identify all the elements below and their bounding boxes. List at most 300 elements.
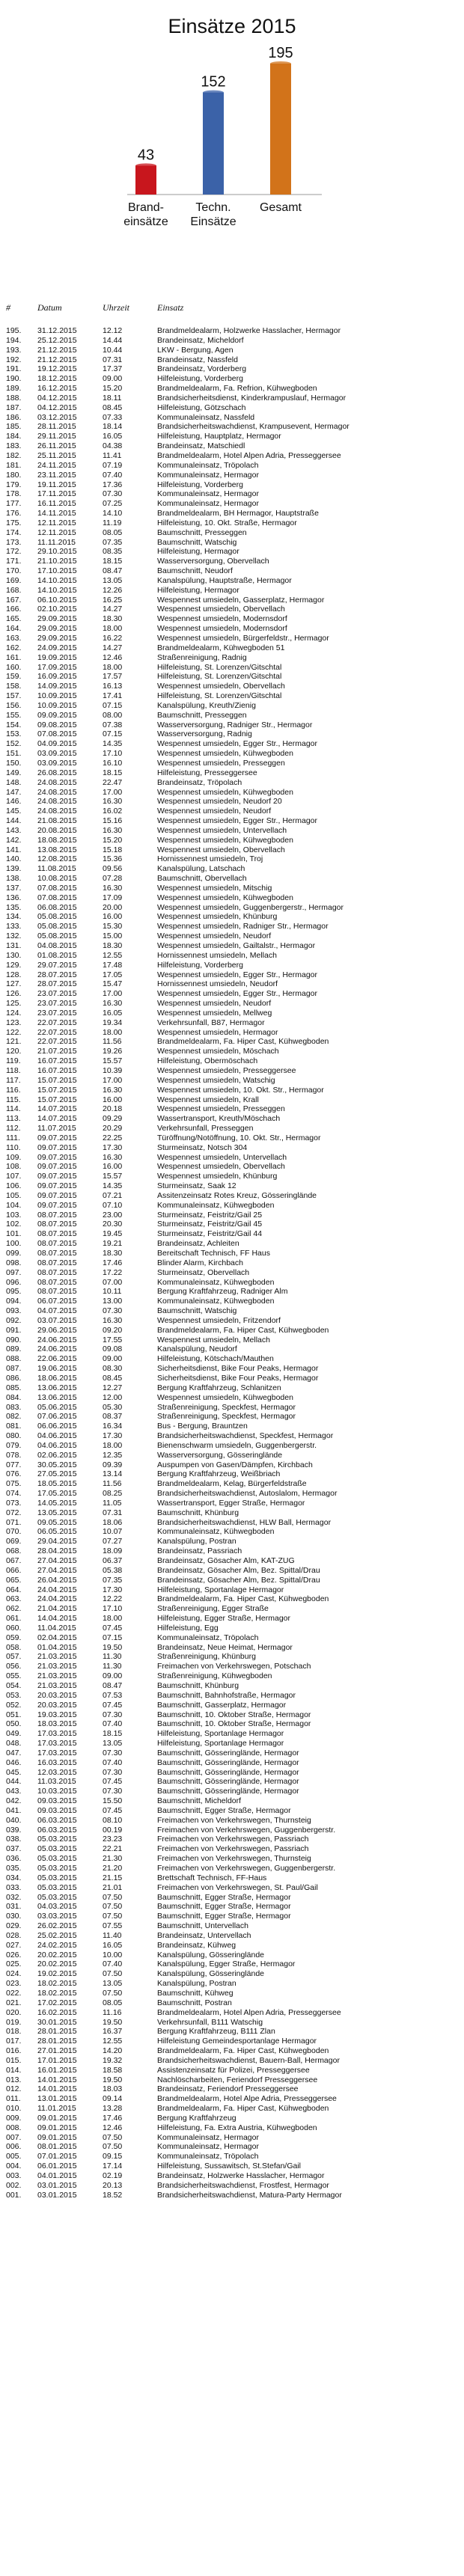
row-number: 057. bbox=[6, 1652, 22, 1662]
row-time: 19.50 bbox=[103, 2017, 123, 2027]
row-time: 18.06 bbox=[103, 1517, 123, 1527]
row-description: Wespennest umsiedeln, Khünburg bbox=[157, 912, 278, 922]
row-date: 17.03.2015 bbox=[37, 1748, 77, 1757]
row-time: 17.10 bbox=[103, 1604, 123, 1614]
list-item bbox=[0, 2008, 464, 2018]
row-description: Baumschnitt, Watschig bbox=[157, 1306, 237, 1316]
row-description: Brandeinsatz, Vorderberg bbox=[157, 364, 247, 374]
list-item bbox=[0, 951, 464, 961]
row-description: Hornissennest umsiedeln, Neudorf bbox=[157, 979, 278, 989]
row-number: 169. bbox=[6, 575, 22, 585]
row-number: 093. bbox=[6, 1306, 22, 1316]
list-item bbox=[0, 1719, 464, 1729]
list-item bbox=[0, 2037, 464, 2046]
row-number: 004. bbox=[6, 2162, 22, 2171]
row-date: 18.12.2015 bbox=[37, 374, 77, 384]
row-time: 18.00 bbox=[103, 662, 123, 672]
row-time: 15.00 bbox=[103, 931, 123, 941]
row-number: 167. bbox=[6, 595, 22, 605]
row-number: 094. bbox=[6, 1297, 22, 1306]
row-time: 18.00 bbox=[103, 1614, 123, 1624]
row-time: 12.00 bbox=[103, 1392, 123, 1402]
row-number: 017. bbox=[6, 2037, 22, 2046]
row-time: 20.18 bbox=[103, 1104, 123, 1114]
row-date: 02.04.2015 bbox=[37, 1633, 77, 1642]
list-item bbox=[0, 1931, 464, 1941]
row-description: Wassertransport, Kreuth/Möschach bbox=[157, 1114, 281, 1124]
row-description: Brandeinsatz, Gösacher Alm, KAT-ZUG bbox=[157, 1556, 295, 1565]
list-item bbox=[0, 788, 464, 798]
row-date: 16.03.2015 bbox=[37, 1757, 77, 1767]
row-time: 07.50 bbox=[103, 1892, 123, 1902]
row-description: Baumschnitt, Egger Straße, Hermagor bbox=[157, 1902, 291, 1912]
row-date: 13.06.2015 bbox=[37, 1392, 77, 1402]
row-description: Wespennest umsiedeln, Radniger Str., Hermagor bbox=[157, 922, 329, 931]
row-number: 156. bbox=[6, 700, 22, 710]
list-item bbox=[0, 384, 464, 394]
row-description: Kanalspülung, Latschach bbox=[157, 864, 245, 874]
row-date: 21.08.2015 bbox=[37, 816, 77, 826]
row-description: Kanalspülung, Hauptstraße, Hermagor bbox=[157, 575, 292, 585]
row-description: Hilfeleistung, Hauptplatz, Hermagor bbox=[157, 432, 281, 441]
row-description: Baumschnitt, Gösseringlände, Hermagor bbox=[157, 1787, 299, 1796]
row-date: 29.04.2015 bbox=[37, 1537, 77, 1546]
row-time: 07.55 bbox=[103, 1921, 123, 1931]
row-description: Hilfeleistung, Vorderberg bbox=[157, 480, 243, 489]
row-time: 07.30 bbox=[103, 1767, 123, 1777]
list-item bbox=[0, 1729, 464, 1739]
row-date: 05.06.2015 bbox=[37, 1402, 77, 1412]
row-time: 16.00 bbox=[103, 1162, 123, 1172]
row-number: 032. bbox=[6, 1892, 22, 1902]
row-time: 11.30 bbox=[103, 1652, 122, 1662]
row-time: 18.15 bbox=[103, 1729, 123, 1739]
row-date: 27.04.2015 bbox=[37, 1556, 77, 1565]
row-date: 11.11.2015 bbox=[37, 537, 76, 547]
row-time: 02.19 bbox=[103, 2171, 123, 2180]
row-number: 087. bbox=[6, 1364, 22, 1374]
row-time: 15.47 bbox=[103, 979, 123, 989]
list-item bbox=[0, 326, 464, 336]
row-description: Hilfeleistung, Vorderberg bbox=[157, 374, 243, 384]
row-number: 107. bbox=[6, 1172, 22, 1181]
row-time: 13.28 bbox=[103, 2104, 123, 2114]
row-date: 14.04.2015 bbox=[37, 1614, 77, 1624]
list-item bbox=[0, 1921, 464, 1931]
list-item bbox=[0, 1643, 464, 1653]
row-number: 131. bbox=[6, 941, 22, 950]
row-time: 18.30 bbox=[103, 941, 123, 950]
row-number: 178. bbox=[6, 489, 22, 499]
row-time: 09.00 bbox=[103, 1354, 123, 1364]
row-number: 019. bbox=[6, 2017, 22, 2027]
list-item bbox=[0, 941, 464, 951]
list-item bbox=[0, 893, 464, 903]
list-item bbox=[0, 566, 464, 576]
row-description: Brandeinsatz, Tröpolach bbox=[157, 777, 242, 787]
list-item bbox=[0, 1460, 464, 1470]
row-date: 17.10.2015 bbox=[37, 566, 77, 576]
list-item bbox=[0, 1681, 464, 1691]
row-date: 11.07.2015 bbox=[37, 1124, 76, 1133]
row-date: 09.08.2015 bbox=[37, 720, 77, 729]
data-label-1: 152 bbox=[201, 73, 226, 91]
row-date: 20.08.2015 bbox=[37, 825, 77, 835]
list-item bbox=[0, 1018, 464, 1028]
row-date: 07.08.2015 bbox=[37, 729, 77, 739]
row-description: Brandeinsatz, Untervellach bbox=[157, 1930, 251, 1940]
row-time: 17.36 bbox=[103, 480, 123, 489]
row-number: 106. bbox=[6, 1181, 22, 1191]
list-item bbox=[0, 509, 464, 518]
row-time: 11.40 bbox=[103, 1930, 122, 1940]
row-description: Brandsicherheitswachdienst, Speckfest, Hermagor bbox=[157, 1431, 334, 1441]
row-description: Brandmeldealarm, Fa. Hiper Cast, Kühwegboden bbox=[157, 1325, 329, 1335]
row-date: 02.06.2015 bbox=[37, 1450, 77, 1460]
row-date: 18.02.2015 bbox=[37, 1979, 77, 1989]
row-number: 021. bbox=[6, 1998, 22, 2007]
row-number: 029. bbox=[6, 1921, 22, 1931]
row-time: 16.13 bbox=[103, 682, 123, 691]
row-number: 033. bbox=[6, 1882, 22, 1892]
list-item bbox=[0, 1758, 464, 1768]
row-description: Baumschnitt, Neudorf bbox=[157, 566, 233, 576]
row-number: 189. bbox=[6, 384, 22, 394]
row-description: Hilfeleistung, Egg bbox=[157, 1623, 219, 1633]
list-item bbox=[0, 1816, 464, 1826]
row-date: 01.04.2015 bbox=[37, 1642, 77, 1652]
row-number: 082. bbox=[6, 1412, 22, 1422]
row-time: 20.30 bbox=[103, 1220, 123, 1229]
row-time: 07.45 bbox=[103, 1805, 123, 1815]
row-number: 058. bbox=[6, 1642, 22, 1652]
row-number: 011. bbox=[6, 2094, 21, 2104]
row-description: Kanalspülung, Postran bbox=[157, 1979, 236, 1989]
row-description: Kanalspülung, Postran bbox=[157, 1537, 236, 1546]
row-time: 16.05 bbox=[103, 1940, 123, 1950]
row-description: Baumschnitt, Presseggen bbox=[157, 527, 247, 537]
row-description: Baumschnitt, 10. Oktober Straße, Hermagor bbox=[157, 1719, 311, 1729]
row-description: Wespennest umsiedeln, Möschach bbox=[157, 1047, 279, 1056]
row-description: Wespennest umsiedeln, Bürgerfeldstr., Hermagor bbox=[157, 634, 329, 643]
row-number: 063. bbox=[6, 1594, 22, 1604]
row-number: 092. bbox=[6, 1315, 22, 1325]
list-item bbox=[0, 1422, 464, 1431]
row-number: 012. bbox=[6, 2084, 22, 2094]
list-item bbox=[0, 2191, 464, 2200]
row-time: 07.53 bbox=[103, 1690, 123, 1700]
row-time: 17.30 bbox=[103, 1585, 123, 1594]
row-time: 07.31 bbox=[103, 1508, 123, 1517]
row-description: Brandsicherheitswachdienst, Frostfest, Hermagor bbox=[157, 2180, 329, 2190]
row-description: Brandmeldealarm, Fa. Refrion, Kühwegboden bbox=[157, 384, 317, 394]
row-description: Baumschnitt, Gösseringlände, Hermagor bbox=[157, 1757, 299, 1767]
row-description: Bergung Kraftfahrzeug, B111 Zlan bbox=[157, 2027, 275, 2037]
row-date: 28.01.2015 bbox=[37, 2037, 77, 2046]
list-header bbox=[0, 302, 464, 314]
row-time: 08.35 bbox=[103, 547, 123, 557]
row-date: 21.03.2015 bbox=[37, 1680, 77, 1690]
row-number: 055. bbox=[6, 1671, 22, 1681]
list-item bbox=[0, 489, 464, 499]
row-description: Freimachen von Verkehrswegen, Passriach bbox=[157, 1844, 309, 1854]
list-item bbox=[0, 768, 464, 778]
row-date: 10.09.2015 bbox=[37, 691, 77, 701]
row-time: 12.22 bbox=[103, 1594, 123, 1604]
row-number: 027. bbox=[6, 1940, 22, 1950]
row-number: 023. bbox=[6, 1979, 22, 1989]
row-number: 046. bbox=[6, 1757, 22, 1767]
row-date: 09.07.2015 bbox=[37, 1152, 77, 1162]
list-item bbox=[0, 1153, 464, 1163]
row-date: 24.11.2015 bbox=[37, 460, 76, 470]
row-number: 123. bbox=[6, 1018, 22, 1027]
row-date: 16.01.2015 bbox=[37, 2065, 77, 2075]
row-time: 14.44 bbox=[103, 335, 123, 345]
row-number: 048. bbox=[6, 1739, 22, 1749]
row-time: 18.00 bbox=[103, 1027, 123, 1037]
row-description: Sicherheitsdienst, Bike Four Peaks, Hermagor bbox=[157, 1364, 319, 1374]
row-date: 08.07.2015 bbox=[37, 1229, 77, 1239]
row-description: Sturmeinsatz, Notsch 304 bbox=[157, 1142, 248, 1152]
row-number: 155. bbox=[6, 710, 22, 720]
row-number: 054. bbox=[6, 1680, 22, 1690]
row-time: 17.00 bbox=[103, 989, 123, 999]
row-number: 105. bbox=[6, 1190, 22, 1200]
row-time: 07.40 bbox=[103, 1757, 123, 1767]
row-description: Wespennest umsiedeln, Presseggen bbox=[157, 1104, 285, 1114]
list-item bbox=[0, 1393, 464, 1403]
row-number: 186. bbox=[6, 412, 22, 422]
row-description: Baumschnitt, Gösseringlände, Hermagor bbox=[157, 1777, 299, 1787]
row-time: 22.47 bbox=[103, 777, 123, 787]
row-description: Hilfeleistung, 10. Okt. Straße, Hermagor bbox=[157, 518, 297, 527]
row-description: Kommunaleinsatz, Kühwegboden bbox=[157, 1527, 275, 1537]
row-date: 21.10.2015 bbox=[37, 557, 77, 566]
row-date: 19.03.2015 bbox=[37, 1710, 77, 1719]
row-date: 23.11.2015 bbox=[37, 470, 76, 480]
row-time: 15.30 bbox=[103, 922, 123, 931]
row-date: 04.06.2015 bbox=[37, 1431, 77, 1441]
row-description: Brandmeldealarm, Kelag, Bürgerfeldstraße bbox=[157, 1479, 307, 1489]
row-number: 044. bbox=[6, 1777, 22, 1787]
row-number: 043. bbox=[6, 1787, 22, 1796]
row-number: 025. bbox=[6, 1959, 22, 1969]
row-description: Wespennest umsiedeln, Modernsdorf bbox=[157, 614, 287, 624]
row-number: 133. bbox=[6, 922, 22, 931]
row-date: 19.09.2015 bbox=[37, 652, 77, 662]
row-time: 07.30 bbox=[103, 1748, 123, 1757]
row-time: 07.45 bbox=[103, 1623, 123, 1633]
list-item bbox=[0, 1576, 464, 1585]
row-description: Brandmeldealarm, Hotel Alpen Adria, Presseggersee bbox=[157, 2007, 341, 2017]
list-item bbox=[0, 1594, 464, 1604]
row-number: 149. bbox=[6, 768, 22, 777]
row-number: 146. bbox=[6, 797, 22, 807]
row-number: 020. bbox=[6, 2007, 22, 2017]
row-date: 16.11.2015 bbox=[37, 499, 76, 509]
row-description: Wasserversorgung, Radnig bbox=[157, 729, 252, 739]
row-description: Brandsicherheitswachdienst, Autoslalom, Hermagor bbox=[157, 1489, 338, 1499]
row-time: 09.15 bbox=[103, 2152, 123, 2162]
row-date: 23.07.2015 bbox=[37, 999, 77, 1009]
row-time: 16.22 bbox=[103, 634, 123, 643]
row-date: 24.06.2015 bbox=[37, 1335, 77, 1344]
list-item bbox=[0, 2084, 464, 2094]
row-date: 16.09.2015 bbox=[37, 672, 77, 682]
row-date: 17.02.2015 bbox=[37, 1998, 77, 2007]
mission-list bbox=[0, 326, 464, 2200]
row-date: 14.07.2015 bbox=[37, 1104, 77, 1114]
list-item bbox=[0, 576, 464, 586]
row-number: 124. bbox=[6, 1008, 22, 1018]
list-item bbox=[0, 729, 464, 739]
row-description: Kanalspülung, Egger Straße, Hermagor bbox=[157, 1959, 296, 1969]
row-description: Wespennest umsiedeln, Untervellach bbox=[157, 825, 287, 835]
row-date: 22.07.2015 bbox=[37, 1018, 77, 1027]
list-item bbox=[0, 2142, 464, 2152]
row-time: 09.20 bbox=[103, 1325, 123, 1335]
list-item bbox=[0, 1239, 464, 1249]
row-time: 23.23 bbox=[103, 1835, 123, 1844]
row-time: 16.30 bbox=[103, 1152, 123, 1162]
row-description: Kommunaleinsatz, Kühwegboden bbox=[157, 1277, 275, 1287]
row-time: 15.57 bbox=[103, 1056, 123, 1066]
row-number: 028. bbox=[6, 1930, 22, 1940]
row-description: Kommunaleinsatz, Tröpolach bbox=[157, 2152, 259, 2162]
row-time: 07.45 bbox=[103, 1777, 123, 1787]
row-time: 22.21 bbox=[103, 1844, 123, 1854]
list-item bbox=[0, 1499, 464, 1508]
row-description: Brandeinsatz, Nassfeld bbox=[157, 355, 238, 364]
row-number: 135. bbox=[6, 902, 22, 912]
row-number: 034. bbox=[6, 1873, 22, 1882]
row-number: 101. bbox=[6, 1229, 22, 1239]
row-date: 10.08.2015 bbox=[37, 874, 77, 884]
row-date: 29.09.2015 bbox=[37, 624, 77, 634]
list-item bbox=[0, 471, 464, 480]
row-description: Brandeinsatz, Gösacher Alm, Bez. Spittal/Drau bbox=[157, 1575, 320, 1585]
row-date: 06.03.2015 bbox=[37, 1815, 77, 1825]
row-description: Wespennest umsiedeln, Kühwegboden bbox=[157, 893, 293, 902]
row-date: 05.03.2015 bbox=[37, 1892, 77, 1902]
row-date: 06.08.2015 bbox=[37, 902, 77, 912]
row-number: 126. bbox=[6, 989, 22, 999]
row-number: 041. bbox=[6, 1805, 22, 1815]
row-time: 07.27 bbox=[103, 1537, 123, 1546]
list-item bbox=[0, 1633, 464, 1643]
row-description: Wespennest umsiedeln, Mitschig bbox=[157, 883, 272, 893]
row-date: 09.01.2015 bbox=[37, 2113, 77, 2123]
row-description: Wespennest umsiedeln, Obervellach bbox=[157, 682, 285, 691]
row-number: 083. bbox=[6, 1402, 22, 1412]
row-number: 145. bbox=[6, 807, 22, 816]
row-number: 190. bbox=[6, 374, 22, 384]
list-item bbox=[0, 836, 464, 845]
list-item bbox=[0, 1086, 464, 1095]
row-description: Sturmeinsatz, Saak 12 bbox=[157, 1181, 236, 1191]
row-date: 17.03.2015 bbox=[37, 1729, 77, 1739]
row-description: Wespennest umsiedeln, Watschig bbox=[157, 1075, 275, 1085]
row-time: 10.07 bbox=[103, 1527, 123, 1537]
row-time: 12.27 bbox=[103, 1383, 123, 1392]
list-item bbox=[0, 1344, 464, 1354]
header-number: # bbox=[6, 302, 10, 313]
row-date: 14.10.2015 bbox=[37, 585, 77, 595]
list-item bbox=[0, 1662, 464, 1671]
row-number: 009. bbox=[6, 2113, 22, 2123]
list-item bbox=[0, 1518, 464, 1528]
row-number: 024. bbox=[6, 1969, 22, 1979]
bar-2 bbox=[270, 64, 291, 195]
list-item bbox=[0, 1047, 464, 1056]
row-date: 17.09.2015 bbox=[37, 662, 77, 672]
row-date: 16.12.2015 bbox=[37, 384, 77, 394]
row-date: 24.08.2015 bbox=[37, 787, 77, 797]
row-description: Brandsicherheitswachdienst, Matura-Party Hermagor bbox=[157, 2190, 342, 2200]
row-number: 148. bbox=[6, 777, 22, 787]
row-description: Wasserversorgung, Gösseringlände bbox=[157, 1450, 283, 1460]
row-time: 13.05 bbox=[103, 1739, 123, 1749]
row-date: 08.01.2015 bbox=[37, 2142, 77, 2152]
row-description: Wespennest umsiedeln, Hermagor bbox=[157, 1027, 278, 1037]
category-label-0: Brand-einsätze bbox=[123, 201, 168, 228]
row-time: 08.25 bbox=[103, 1489, 123, 1499]
list-item bbox=[0, 1383, 464, 1393]
row-time: 07.33 bbox=[103, 412, 123, 422]
row-description: Baumschnitt, 10. Oktober Straße, Hermagor bbox=[157, 1710, 311, 1719]
row-time: 07.50 bbox=[103, 1988, 123, 1998]
row-date: 18.03.2015 bbox=[37, 1719, 77, 1729]
row-number: 153. bbox=[6, 729, 22, 739]
row-date: 19.06.2015 bbox=[37, 1364, 77, 1374]
row-time: 07.30 bbox=[103, 489, 123, 499]
row-time: 11.56 bbox=[103, 1479, 122, 1489]
list-item bbox=[0, 2104, 464, 2114]
row-number: 170. bbox=[6, 566, 22, 576]
row-number: 007. bbox=[6, 2132, 22, 2142]
row-date: 17.11.2015 bbox=[37, 489, 76, 499]
row-number: 102. bbox=[6, 1220, 22, 1229]
row-date: 09.03.2015 bbox=[37, 1796, 77, 1806]
row-number: 115. bbox=[6, 1095, 21, 1104]
row-description: Brandsicherheitswachdienst, HLW Ball, Hermagor bbox=[157, 1517, 332, 1527]
row-time: 17.10 bbox=[103, 749, 123, 759]
row-time: 07.30 bbox=[103, 1710, 123, 1719]
list-item bbox=[0, 1258, 464, 1268]
row-description: Baumschnitt, Egger Straße, Hermagor bbox=[157, 1912, 291, 1921]
row-number: 096. bbox=[6, 1277, 22, 1287]
row-description: Freimachen von Verkehrswegen, Thurnsteig bbox=[157, 1815, 311, 1825]
row-time: 07.50 bbox=[103, 1912, 123, 1921]
row-date: 16.07.2015 bbox=[37, 1056, 77, 1066]
row-date: 21.12.2015 bbox=[37, 345, 77, 355]
list-item bbox=[0, 1566, 464, 1576]
row-description: Kommunaleinsatz, Tröpolach bbox=[157, 460, 259, 470]
row-date: 25.11.2015 bbox=[37, 450, 76, 460]
row-time: 17.55 bbox=[103, 1335, 123, 1344]
row-number: 040. bbox=[6, 1815, 22, 1825]
row-time: 10.11 bbox=[103, 1287, 122, 1297]
row-time: 07.35 bbox=[103, 537, 123, 547]
row-date: 26.11.2015 bbox=[37, 441, 76, 451]
row-date: 03.09.2015 bbox=[37, 749, 77, 759]
row-time: 20.29 bbox=[103, 1124, 123, 1133]
row-time: 08.45 bbox=[103, 403, 123, 412]
row-time: 16.05 bbox=[103, 1008, 123, 1018]
row-date: 19.12.2015 bbox=[37, 364, 77, 374]
row-number: 065. bbox=[6, 1575, 22, 1585]
